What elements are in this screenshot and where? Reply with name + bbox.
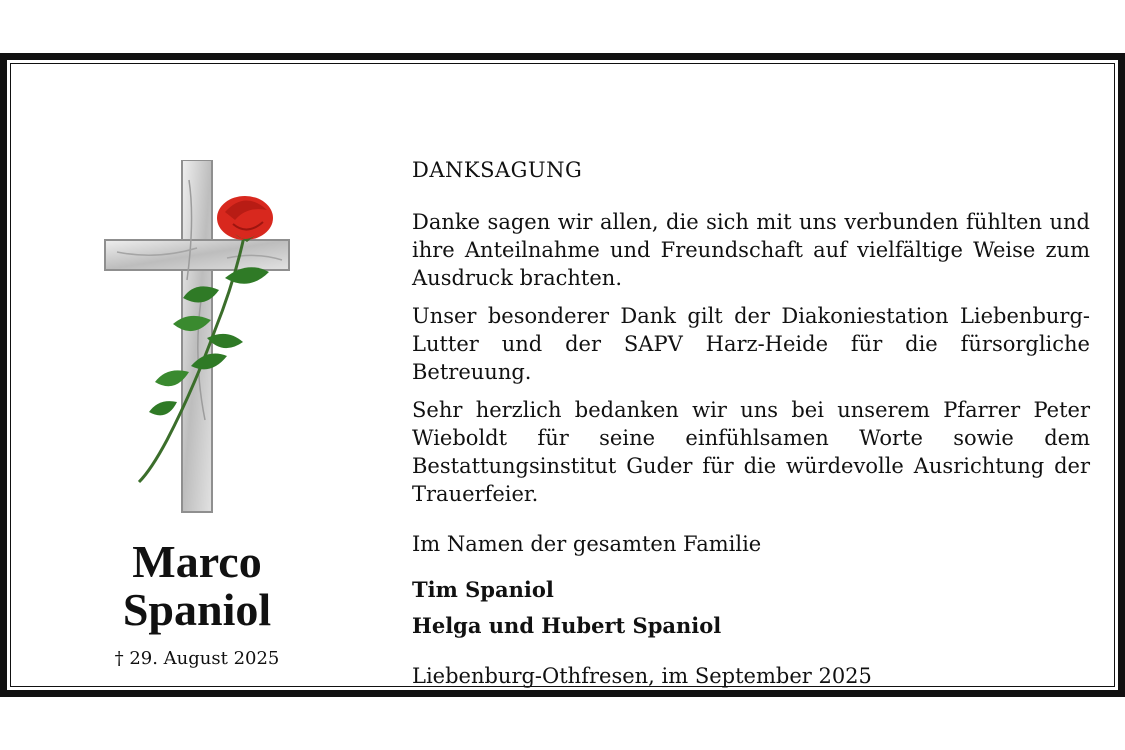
paragraph-2: Unser besonderer Dank gilt der Diakoniestation Liebenburg-Lutter und der SAPV Harz-Heide für die fürsorgliche Betreuung. <box>412 304 1090 384</box>
cross-with-rose-icon <box>97 160 297 520</box>
notice-text <box>412 156 1090 690</box>
deceased-last-name: Spaniol <box>122 584 272 635</box>
closing-line: Im Namen der gesamten Familie <box>412 532 762 556</box>
notice-heading: DANKSAGUNG <box>412 158 583 182</box>
deceased-first-name: Marco <box>132 536 262 587</box>
signer-2: Helga und Hubert Spaniol <box>412 613 722 638</box>
death-date: † 29. August 2025 <box>114 648 280 669</box>
paragraph-3: Sehr herzlich bedanken wir uns bei unserem Pfarrer Peter Wieboldt für seine einfühlsamen Worte sowie dem Bestattungsinstitut Guder für die würdevolle Ausrichtung der Trauerfeier. <box>412 398 1090 506</box>
notice-frame <box>0 53 1125 697</box>
place-date: Liebenburg-Othfresen, im September 2025 <box>412 664 872 688</box>
paragraph-1: Danke sagen wir allen, die sich mit uns verbunden fühlten und ihre Anteilnahme und Freundschaft auf vielfältige Weise zum Ausdruck brachten. <box>412 210 1090 290</box>
signer-1: Tim Spaniol <box>412 577 554 602</box>
deceased-name-block <box>67 538 327 670</box>
